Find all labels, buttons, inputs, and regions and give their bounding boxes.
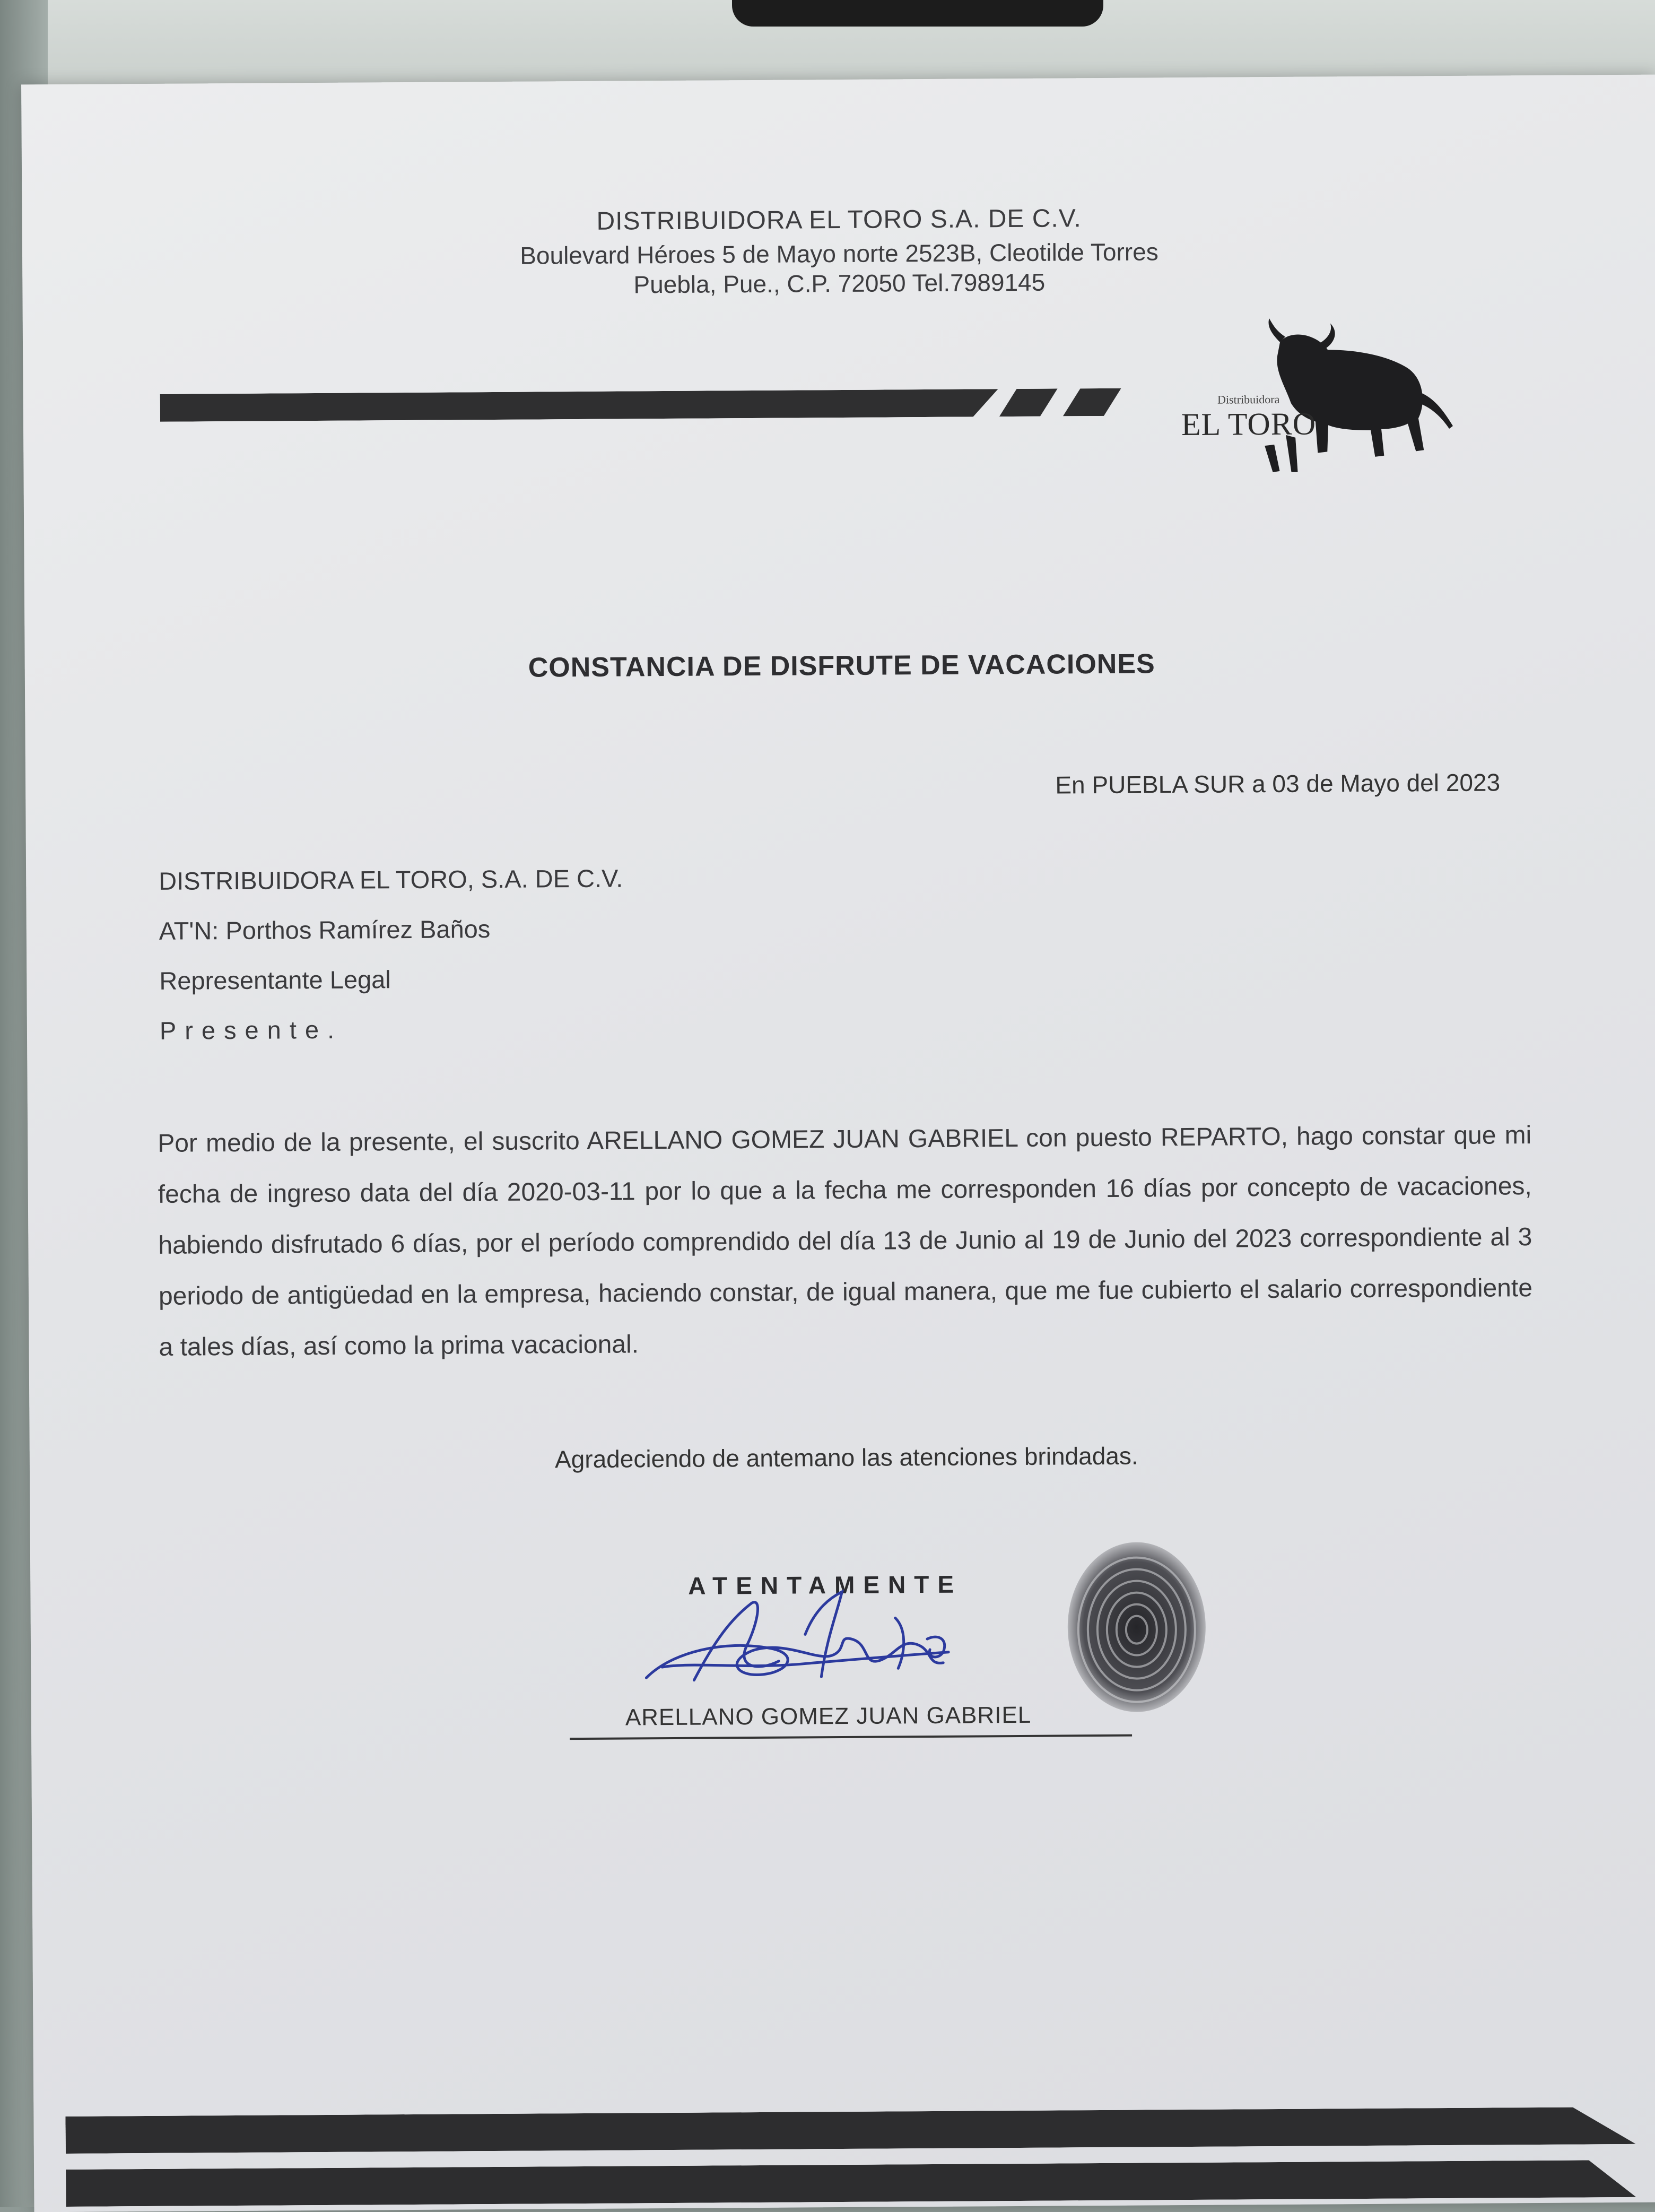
recipient-company: DISTRIBUIDORA EL TORO, S.A. DE C.V. xyxy=(159,864,623,895)
document-title: CONSTANCIA DE DISFRUTE DE VACACIONES xyxy=(528,648,1155,683)
logo-small-text: Distribuidora xyxy=(1217,392,1280,406)
footer-stripe xyxy=(65,2107,1635,2154)
letterhead-address-line2: Puebla, Pue., C.P. 72050 Tel.7989145 xyxy=(633,268,1046,299)
handwritten-signature xyxy=(630,1554,1002,1715)
document-page xyxy=(21,75,1655,2212)
header-stripe-segment xyxy=(999,388,1058,417)
thanks-line: Agradeciendo de antemano las atenciones brindadas. xyxy=(554,1442,1138,1473)
company-logo xyxy=(1158,312,1467,484)
signature-line xyxy=(570,1734,1132,1740)
body-paragraph: Por medio de la presente, el suscrito ARELLANO GOMEZ JUAN GABRIEL con puesto REPARTO, hago constar que mi fecha de ingreso data del día 2020-03-11 por lo que a la fecha me corresponden 16 días por concepto de vacaciones, habiendo disfrutado 6 días, por el período comprendido del día 13 de Junio al 19 de Junio del 2023 correspondiente al 3 periodo de antigüedad en la empresa, haciendo constar, de igual manera, que me fue cubierto el salario correspondiente a tales días, así como la prima vacacional. xyxy=(158,1121,1533,1361)
signer-name: ARELLANO GOMEZ JUAN GABRIEL xyxy=(625,1702,1032,1731)
letterhead xyxy=(22,197,1655,303)
letterhead-address-line1: Boulevard Héroes 5 de Mayo norte 2523B, Cleotilde Torres xyxy=(520,238,1158,270)
recipient-greeting: Presente. xyxy=(159,1015,343,1045)
closing-text: ATENTAMENTE xyxy=(688,1570,963,1600)
recipient-role: Representante Legal xyxy=(159,965,391,995)
recipient-block xyxy=(159,864,624,1066)
clipboard-clip xyxy=(732,0,1103,27)
letterhead-company: DISTRIBUIDORA EL TORO S.A. DE C.V. xyxy=(596,204,1082,236)
header-stripe xyxy=(160,389,998,422)
fingerprint-mark xyxy=(1059,1537,1214,1718)
footer-stripe xyxy=(66,2160,1636,2207)
recipient-attn: AT'N: Porthos Ramírez Baños xyxy=(159,915,491,945)
date-line: En PUEBLA SUR a 03 de Mayo del 2023 xyxy=(1055,768,1501,799)
logo-name: EL TORO xyxy=(1181,406,1317,443)
header-stripe-segment xyxy=(1063,388,1121,417)
